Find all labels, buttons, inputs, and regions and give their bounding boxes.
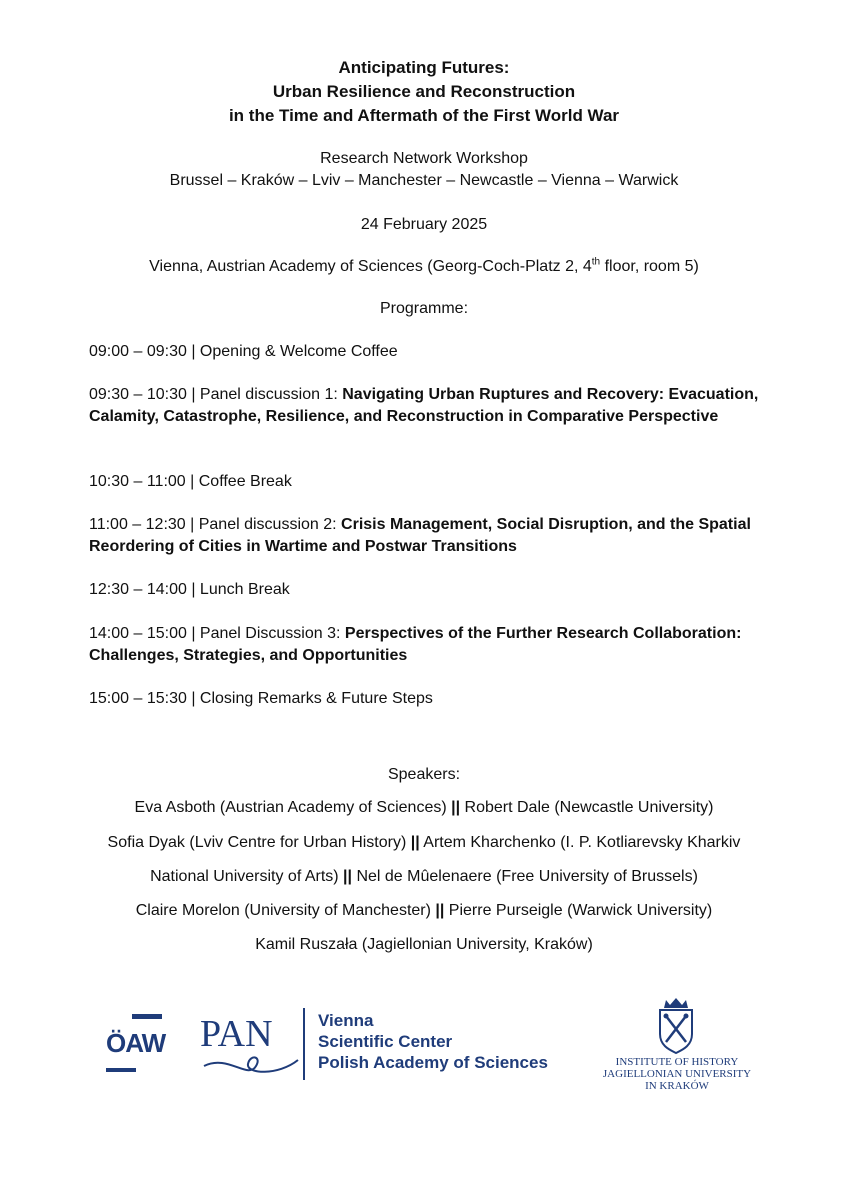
- uj-crest-graphic: [596, 996, 756, 1056]
- programme-label: Coffee Break: [198, 473, 292, 490]
- speakers-line: [0, 900, 848, 922]
- programme-item: [89, 688, 759, 710]
- pan-divider: [303, 1008, 305, 1080]
- speaker-separator: ||: [343, 868, 352, 885]
- venue-superscript: th: [591, 256, 601, 268]
- speaker-text: Nel de Mûelenaere (Free University of Brussels): [352, 868, 698, 885]
- pan-logo-graphic: [198, 1006, 308, 1086]
- oeaw-bar-top: [132, 1014, 162, 1019]
- uj-line-1: INSTITUTE OF HISTORY: [615, 1056, 739, 1068]
- pan-swirl: [204, 1057, 298, 1071]
- speakers-line: [0, 934, 848, 956]
- title-line-2: Urban Resilience and Reconstruction: [272, 82, 576, 101]
- oeaw-logo-text: ÖAW: [106, 1028, 166, 1058]
- speaker-text: Artem Kharchenko (I. P. Kotliarevsky Kharkiv: [419, 834, 741, 851]
- speaker-text: Sofia Dyak (Lviv Centre for Urban History): [107, 834, 411, 851]
- programme-time: 09:30 – 10:30 |: [89, 386, 200, 403]
- oeaw-logo: [106, 1014, 166, 1074]
- programme-label: Panel discussion 2:: [198, 516, 342, 533]
- programme-item: [89, 471, 759, 493]
- speaker-text: National University of Arts): [150, 868, 344, 885]
- speaker-text: Robert Dale (Newcastle University): [460, 799, 714, 816]
- uj-line-2: JAGIELLONIAN UNIVERSITY: [602, 1068, 752, 1080]
- pan-logo-text: PAN: [200, 1013, 273, 1055]
- workshop-venue: [0, 256, 848, 278]
- programme-label: Lunch Break: [199, 581, 290, 598]
- subtitle-line-2: Brussel – Kraków – Lviv – Manchester – Newcastle – Vienna – Warwick: [169, 172, 679, 189]
- speakers-heading: Speakers:: [387, 766, 461, 783]
- programme-label: Panel Discussion 3:: [199, 625, 345, 642]
- crown-icon: [664, 998, 688, 1008]
- programme-label: Opening & Welcome Coffee: [199, 343, 398, 360]
- programme-item: [89, 384, 759, 428]
- speaker-separator: ||: [435, 902, 445, 919]
- pan-name-line-3: Polish Academy of Sciences: [318, 1053, 548, 1072]
- programme-time: 10:30 – 11:00 |: [89, 473, 199, 490]
- speaker-text: Claire Morelon (University of Manchester): [135, 902, 436, 919]
- pan-name-line-2: Scientific Center: [318, 1032, 453, 1051]
- uj-line-3: IN KRAKÓW: [645, 1080, 709, 1092]
- programme-title: Perspectives of the Further Research Collaboration: Challenges, Strategies, and Opportunities: [89, 625, 742, 664]
- programme-time: 11:00 – 12:30 |: [89, 516, 199, 533]
- uj-institute-name: [582, 1056, 772, 1092]
- programme-time: 12:30 – 14:00 |: [89, 581, 200, 598]
- pan-center-name: [318, 1010, 548, 1073]
- venue-text-end: floor, room 5): [600, 258, 699, 275]
- oeaw-bar-bottom: [106, 1068, 136, 1072]
- pan-logo: [198, 1006, 308, 1086]
- programme-time: 15:00 – 15:30 |: [89, 690, 200, 707]
- programme-label: Panel discussion 1:: [199, 386, 343, 403]
- programme-item: [89, 623, 759, 667]
- speakers-line: [0, 866, 848, 888]
- programme-title: Crisis Management, Social Disruption, and the Spatial Reordering of Cities in Wartime and Postwar Transitions: [89, 516, 751, 555]
- speaker-separator: ||: [410, 834, 420, 851]
- document-title: [0, 56, 848, 128]
- title-line-1: Anticipating Futures:: [338, 58, 510, 77]
- workshop-date: 24 February 2025: [360, 216, 488, 233]
- pan-name-line-1: Vienna: [318, 1011, 374, 1030]
- workshop-subtitle: [0, 148, 848, 192]
- venue-text: Vienna, Austrian Academy of Sciences (Georg-Coch-Platz 2, 4: [149, 258, 592, 275]
- programme-time: 14:00 – 15:00 |: [89, 625, 200, 642]
- title-line-3: in the Time and Aftermath of the First World War: [228, 106, 620, 125]
- speaker-text: Pierre Purseigle (Warwick University): [444, 902, 713, 919]
- programme-title: Navigating Urban Ruptures and Recovery: Evacuation, Calamity, Catastrophe, Resilience, and Reconstruction in Comparative Perspective: [89, 386, 759, 425]
- programme-label: Closing Remarks & Future Steps: [199, 690, 433, 707]
- subtitle-line-1: Research Network Workshop: [320, 150, 528, 167]
- programme-item: [89, 341, 759, 363]
- programme-heading: Programme:: [379, 300, 469, 317]
- speakers-line: [0, 832, 848, 854]
- programme-time: 09:00 – 09:30 |: [89, 343, 200, 360]
- programme-item: [89, 579, 759, 601]
- speaker-text: Eva Asboth (Austrian Academy of Sciences): [134, 799, 452, 816]
- speaker-text: Kamil Ruszała (Jagiellonian University, Kraków): [255, 936, 593, 953]
- speakers-line: [0, 797, 848, 819]
- programme-item: [89, 514, 759, 558]
- speaker-separator: ||: [451, 799, 461, 816]
